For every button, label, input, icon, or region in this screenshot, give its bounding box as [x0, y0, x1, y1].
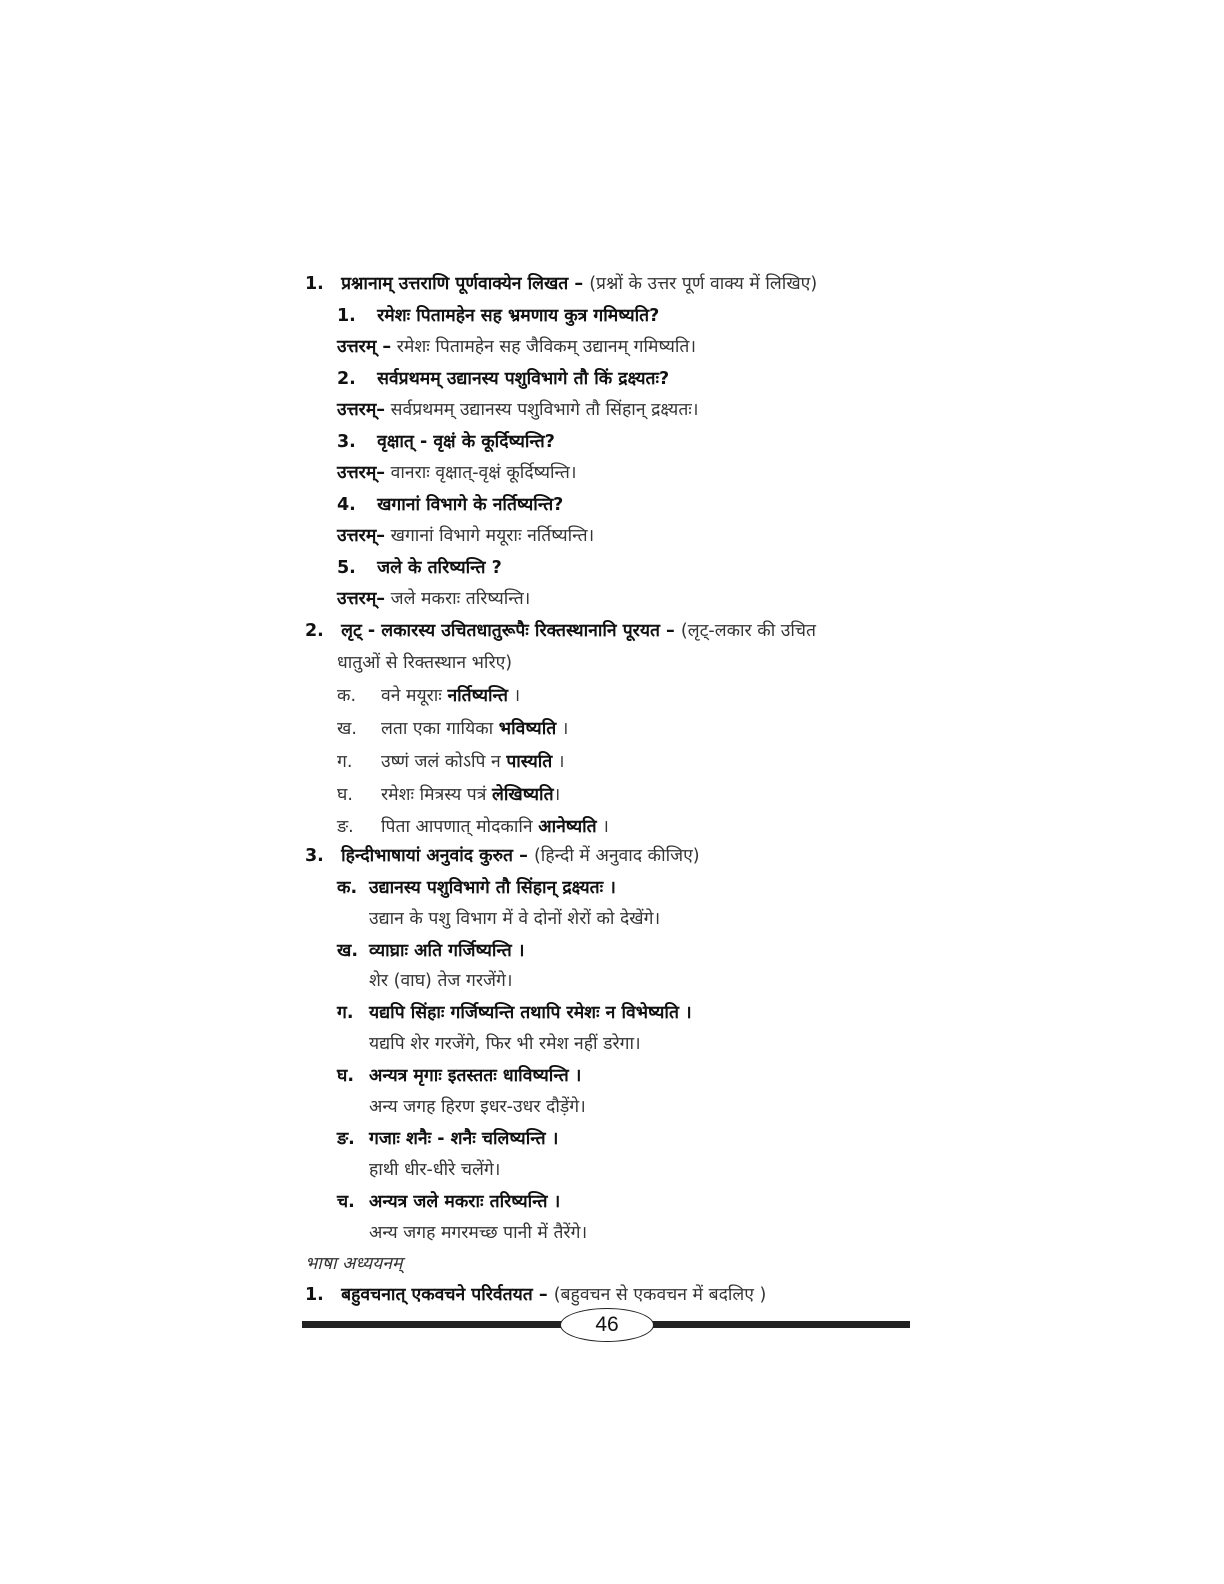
q2-item-3: [337, 749, 564, 775]
section-q1-hindi-instruction: (बहुवचन से एकवचन में बदलिए ): [553, 1285, 767, 1305]
q2-hindi-instruction-1: (लृट्-लकार की उचित: [680, 621, 817, 641]
q1-item-5-number: 5.: [337, 558, 356, 578]
q1-item-1-number: 1.: [337, 306, 356, 326]
item-answer: भविष्यति: [498, 719, 557, 739]
item-end: ।: [552, 752, 565, 772]
item-text: उष्णं जलं कोऽपि न: [381, 752, 501, 772]
q1-item-2-number: 2.: [337, 369, 356, 389]
q3-item-1-hindi: उद्यान के पशु विभाग में वे दोनों शेरों को देखेंगे।: [369, 909, 661, 929]
item-end: ।: [556, 719, 569, 739]
q1-item-3-text: वृक्षात् - वृक्षं के कूर्दिष्यन्ति?: [377, 432, 555, 452]
q1-item-4-text: खगानां विभागे के नर्तिष्यन्ति?: [377, 495, 564, 515]
q2-heading-line: [305, 618, 816, 644]
q2-item-5: [337, 814, 609, 840]
answer-label: उत्तरम्–: [337, 526, 386, 546]
q3-item-2-hindi: शेर (वाघ) तेज गरजेंगे।: [369, 971, 513, 991]
section-q1-heading-line: [305, 1282, 766, 1308]
item-answer: आनेष्यति: [538, 817, 597, 837]
item-sanskrit: व्याघ्राः अति गर्जिष्यन्ति ।: [369, 941, 525, 961]
q3-item-3-sanskrit: [337, 1000, 692, 1026]
section-q1-heading: बहुवचनात् एकवचने परिर्वतयत –: [341, 1285, 548, 1305]
q1-item-5-text: जले के तरिष्यन्ति ?: [377, 558, 502, 578]
q1-item-5-question: [337, 555, 502, 581]
q3-item-6-sanskrit: [337, 1189, 560, 1215]
q1-item-2-text: सर्वप्रथमम् उद्यानस्य पशुविभागे तौ किं द्रक्ष्यतः?: [377, 369, 670, 389]
q3-item-6-hindi: अन्य जगह मगरमच्छ पानी में तैरेंगे।: [369, 1223, 588, 1243]
item-text: लता एका गायिका: [381, 719, 494, 739]
answer-label: उत्तरम्–: [337, 463, 386, 483]
answer-label: उत्तरम्–: [337, 589, 386, 609]
q1-item-2-answer: [337, 397, 698, 423]
answer-text: खगानां विभागे मयूराः नर्तिष्यन्ति।: [390, 526, 595, 546]
q1-item-1-question: [337, 303, 659, 329]
q3-item-3-hindi: यद्यपि शेर गरजेंगे, फिर भी रमेश नहीं डरेगा।: [369, 1034, 641, 1054]
item-label: ङ.: [337, 1129, 355, 1149]
item-sanskrit: यद्यपि सिंहाः गर्जिष्यन्ति तथापि रमेशः न विभेष्यति ।: [369, 1003, 692, 1023]
q1-number: 1.: [305, 274, 324, 294]
item-end: ।: [596, 817, 609, 837]
item-label: ग.: [337, 752, 353, 772]
q2-item-4: [337, 782, 560, 808]
item-text: पिता आपणात् मोदकानि: [381, 817, 533, 837]
item-answer: लेखिष्यति: [491, 785, 554, 805]
q1-hindi-instruction: (प्रश्नों के उत्तर पूर्ण वाक्य में लिखिए): [589, 274, 818, 294]
q3-number: 3.: [305, 846, 324, 866]
q3-item-5-sanskrit: [337, 1126, 558, 1152]
q1-heading: प्रश्नानाम् उत्तराणि पूर्णवाक्येन लिखत –: [341, 274, 584, 294]
item-label: च.: [337, 1192, 355, 1212]
item-label: ख.: [337, 941, 358, 961]
item-sanskrit: गजाः शनैः - शनैः चलिष्यन्ति ।: [369, 1129, 559, 1149]
item-sanskrit: उद्यानस्य पशुविभागे तौ सिंहान् द्रक्ष्यतः ।: [369, 878, 616, 898]
q1-item-3-number: 3.: [337, 432, 356, 452]
answer-label: उत्तरम् –: [337, 337, 392, 357]
item-sanskrit: अन्यत्र मृगाः इतस्ततः धाविष्यन्ति ।: [369, 1066, 582, 1086]
q3-item-5-hindi: हाथी धीर-धीरे चलेंगे।: [369, 1160, 501, 1180]
item-text: रमेशः मित्रस्य पत्रं: [381, 785, 487, 805]
answer-text: रमेशः पितामहेन सह जैविकम् उद्यानम् गमिष्यति।: [396, 337, 697, 357]
item-end: ।: [507, 686, 521, 706]
q1-item-4-question: [337, 492, 563, 518]
item-sanskrit: अन्यत्र जले मकराः तरिष्यन्ति ।: [369, 1192, 561, 1212]
item-label: ग.: [337, 1003, 354, 1023]
item-label: घ.: [337, 1066, 354, 1086]
item-label: घ.: [337, 785, 353, 805]
q3-item-1-sanskrit: [337, 875, 616, 901]
q1-item-3-question: [337, 429, 555, 455]
item-label: ख.: [337, 719, 357, 739]
section-title: भाषा अध्ययनम्: [305, 1254, 403, 1274]
item-end: ।: [553, 785, 561, 805]
item-label: क.: [337, 686, 357, 706]
q2-heading: लृट् - लकारस्य उचितधातुरूपैः रिक्तस्थानानि पूरयत –: [341, 621, 675, 641]
item-answer: पास्यति: [506, 752, 553, 772]
section-q1-number: 1.: [305, 1285, 324, 1305]
q2-item-2: [337, 716, 568, 742]
q3-item-2-sanskrit: [337, 938, 525, 964]
item-answer: नर्तिष्यन्ति: [447, 686, 508, 706]
q2-number: 2.: [305, 621, 324, 641]
page-footer: [302, 1308, 910, 1344]
answer-text: वानराः वृक्षात्-वृक्षं कूर्दिष्यन्ति।: [390, 463, 577, 483]
q1-item-5-answer: [337, 586, 530, 612]
q3-item-4-hindi: अन्य जगह हिरण इधर-उधर दौड़ेंगे।: [369, 1097, 586, 1117]
item-label: क.: [337, 878, 358, 898]
page-number: 46: [560, 1308, 654, 1342]
answer-text: सर्वप्रथमम् उद्यानस्य पशुविभागे तौ सिंहान् द्रक्ष्यतः।: [390, 400, 699, 420]
q1-item-4-answer: [337, 523, 594, 549]
q1-item-3-answer: [337, 460, 577, 486]
answer-label: उत्तरम्–: [337, 400, 386, 420]
item-text: वने मयूराः: [381, 686, 442, 706]
answer-text: जले मकराः तरिष्यन्ति।: [390, 589, 531, 609]
q2-hindi-instruction-2: धातुओं से रिक्तस्थान भरिए): [337, 653, 513, 673]
q1-heading-line: [305, 271, 817, 297]
item-label: ङ.: [337, 817, 354, 837]
q3-heading: हिन्दीभाषायां अनुवांद कुरुत –: [341, 846, 528, 866]
q2-item-1: [337, 683, 520, 709]
q3-hindi-instruction: (हिन्दी में अनुवाद कीजिए): [533, 846, 700, 866]
q1-item-4-number: 4.: [337, 495, 356, 515]
q1-item-2-question: [337, 366, 669, 392]
q3-item-4-sanskrit: [337, 1063, 581, 1089]
q1-item-1-answer: [337, 334, 696, 360]
q3-heading-line: [305, 843, 700, 869]
q1-item-1-text: रमेशः पितामहेन सह भ्रमणाय कुत्र गमिष्यति?: [377, 306, 660, 326]
